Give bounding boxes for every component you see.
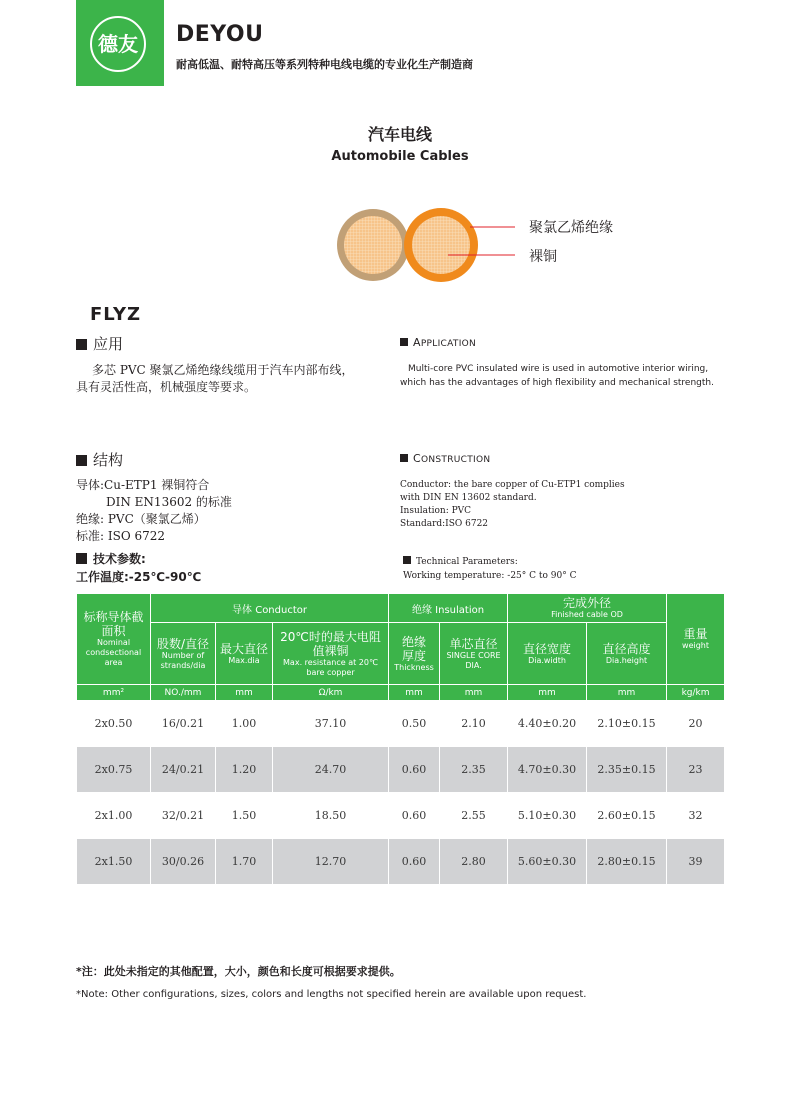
table-cell: 24/0.21: [151, 747, 216, 793]
unit-cell: mm: [508, 685, 587, 701]
table-cell: 2x0.75: [77, 747, 151, 793]
spec-table: [76, 593, 725, 885]
table-cell: 1.70: [216, 839, 273, 885]
brand-tagline: 耐高低温、耐特高压等系列特种电线电缆的专业化生产制造商: [176, 58, 473, 71]
table-cell: 5.10±0.30: [508, 793, 587, 839]
unit-cell: Ω/km: [273, 685, 389, 701]
unit-cell: mm: [216, 685, 273, 701]
table-row: [77, 747, 725, 793]
table-row: [77, 839, 725, 885]
table-cell: 0.50: [389, 701, 440, 747]
table-cell: 32: [667, 793, 725, 839]
application-text-cn: 多芯 PVC 聚氯乙烯绝缘线缆用于汽车内部布线，具有灵活性高，机械强度等要求。: [76, 363, 354, 394]
table-cell: 2.55: [440, 793, 508, 839]
technical-heading-en: Technical Parameters:: [403, 556, 518, 569]
header-max-dia: 最大直径 Max.dia: [216, 623, 273, 685]
table-cell: 2.10: [440, 701, 508, 747]
construction-text-cn: 导体:Cu-ETP1 裸铜符合 DIN EN13602 的标准 绝缘: PVC（聚氯乙烯） 标准: ISO 6722: [76, 478, 232, 543]
working-temperature-cn: 工作温度:-25℃-90℃: [76, 570, 202, 584]
note-en: *Note: Other configurations, sizes, colors and lengths not specified herein are available upon request.: [76, 989, 587, 1000]
table-cell: 32/0.21: [151, 793, 216, 839]
copper-label: 裸铜: [529, 249, 557, 265]
table-unit-row: [77, 685, 725, 701]
unit-cell: mm: [440, 685, 508, 701]
header-dia-height: 直径高度 Dia.height: [587, 623, 667, 685]
table-subheader-row: [77, 623, 725, 685]
unit-cell: mm²: [77, 685, 151, 701]
page-title-cn: 汽车电线: [367, 125, 432, 144]
table-cell: 2x1.50: [77, 839, 151, 885]
table-cell: 12.70: [273, 839, 389, 885]
table-cell: 23: [667, 747, 725, 793]
table-cell: 2.35±0.15: [587, 747, 667, 793]
header-insulation: 绝缘 Insulation: [389, 594, 508, 623]
insulation-label: 聚氯乙烯绝缘: [529, 220, 613, 236]
header-core-dia: 单芯直径 SINGLE CORE DIA.: [440, 623, 508, 685]
header-thickness: 绝缘厚度 Thickness: [389, 623, 440, 685]
note-cn: *注：此处未指定的其他配置，大小，颜色和长度可根据要求提供。: [76, 965, 401, 978]
table-cell: 5.60±0.30: [508, 839, 587, 885]
table-cell: 1.50: [216, 793, 273, 839]
construction-heading-en: CONSTRUCTION: [400, 452, 490, 465]
table-cell: 2x0.50: [77, 701, 151, 747]
left-core-copper: [344, 216, 402, 274]
header-finished-od: 完成外径 Finished cable OD: [508, 594, 667, 623]
technical-heading-cn: 技术参数:: [76, 550, 146, 567]
bullet-square-icon: [400, 338, 408, 346]
table-cell: 0.60: [389, 839, 440, 885]
table-cell: 16/0.21: [151, 701, 216, 747]
model-name: FLYZ: [90, 304, 142, 325]
table-cell: 2.80±0.15: [587, 839, 667, 885]
header-weight: 重量 weight: [667, 594, 725, 685]
application-heading-cn: 应用: [76, 333, 123, 354]
header-strands: 股数/直径 Number of strands/dia: [151, 623, 216, 685]
header-resistance: 20℃时的最大电阻值裸铜 Max. resistance at 20℃ bare copper: [273, 623, 389, 685]
header-area: 标称导体截面积 Nominal condsectional area: [77, 594, 151, 685]
table-cell: 1.00: [216, 701, 273, 747]
table-cell: 0.60: [389, 793, 440, 839]
unit-cell: NO./mm: [151, 685, 216, 701]
working-temperature-en: Working temperature: -25° C to 90° C: [403, 571, 577, 581]
table-cell: 20: [667, 701, 725, 747]
application-heading-en: APPLICATION: [400, 336, 476, 349]
header-dia-width: 直径宽度 Dia.width: [508, 623, 587, 685]
header-conductor: 导体 Conductor: [151, 594, 389, 623]
right-core-copper: [412, 216, 470, 274]
unit-cell: kg/km: [667, 685, 725, 701]
unit-cell: mm: [587, 685, 667, 701]
bullet-square-icon: [400, 454, 408, 462]
page-title-en: Automobile Cables: [331, 149, 469, 164]
table-cell: 2.80: [440, 839, 508, 885]
logo-mark: 德友: [90, 16, 146, 72]
table-cell: 4.70±0.30: [508, 747, 587, 793]
bullet-square-icon: [76, 455, 87, 466]
bullet-square-icon: [403, 556, 411, 564]
table-cell: 18.50: [273, 793, 389, 839]
bullet-square-icon: [76, 553, 87, 564]
table-cell: 0.60: [389, 747, 440, 793]
table-cell: 2.35: [440, 747, 508, 793]
table-cell: 2x1.00: [77, 793, 151, 839]
construction-text-en: Conductor: the bare copper of Cu-ETP1 complies with DIN EN 13602 standard. Insulation: PVC Standard:ISO 6722: [400, 480, 625, 529]
logo: [76, 0, 164, 86]
table-row: [77, 701, 725, 747]
table-cell: 37.10: [273, 701, 389, 747]
table-header-row: [77, 594, 725, 623]
table-cell: 2.60±0.15: [587, 793, 667, 839]
unit-cell: mm: [389, 685, 440, 701]
bullet-square-icon: [76, 339, 87, 350]
table-cell: 39: [667, 839, 725, 885]
table-cell: 24.70: [273, 747, 389, 793]
construction-heading-cn: 结构: [76, 449, 123, 470]
brand-name: DEYOU: [176, 22, 264, 47]
table-cell: 1.20: [216, 747, 273, 793]
table-cell: 30/0.26: [151, 839, 216, 885]
application-text-en: Multi-core PVC insulated wire is used in automotive interior wiring, which has the advantages of high flexibility and mechanical strength.: [400, 364, 714, 388]
table-cell: 4.40±0.20: [508, 701, 587, 747]
table-cell: 2.10±0.15: [587, 701, 667, 747]
table-row: [77, 793, 725, 839]
